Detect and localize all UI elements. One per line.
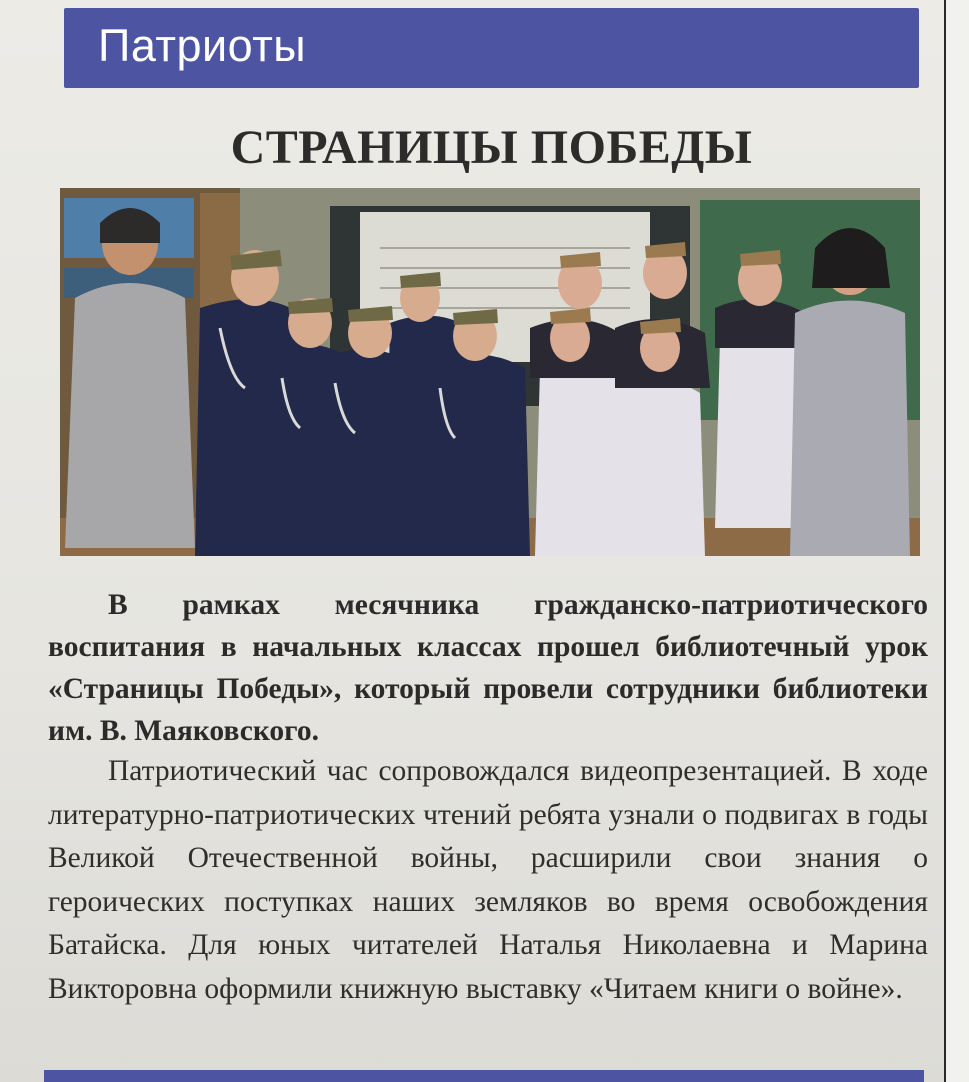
article-headline: СТРАНИЦЫ ПОБЕДЫ	[230, 121, 753, 174]
body-paragraph: Патриотический час сопровождался видеопрезентацией. В ходе литературно-патриотических чтений ребята узнали о подвигах в годы Великой Отечественной войны, расширили свои знания о героических поступках наших земляков во время освобождения Батайска. Для юных читателей Наталья Николаевна и Марина Викторовна оформили книжную выставку «Читаем книги о войне».	[48, 755, 928, 1005]
article-photo	[60, 188, 920, 556]
article-lead	[48, 584, 928, 752]
page-margin	[946, 0, 969, 1082]
rubric-title: Патриоты	[98, 20, 307, 71]
article-body	[48, 750, 928, 1011]
bottom-rule	[44, 1070, 924, 1082]
group-photo-image	[60, 188, 920, 556]
lead-paragraph: В рамках месячника гражданско-патриотического воспитания в начальных классах прошел библиотечный урок «Страницы Победы», который провели сотрудники библиотеки им. В. Маяковского.	[48, 589, 928, 747]
